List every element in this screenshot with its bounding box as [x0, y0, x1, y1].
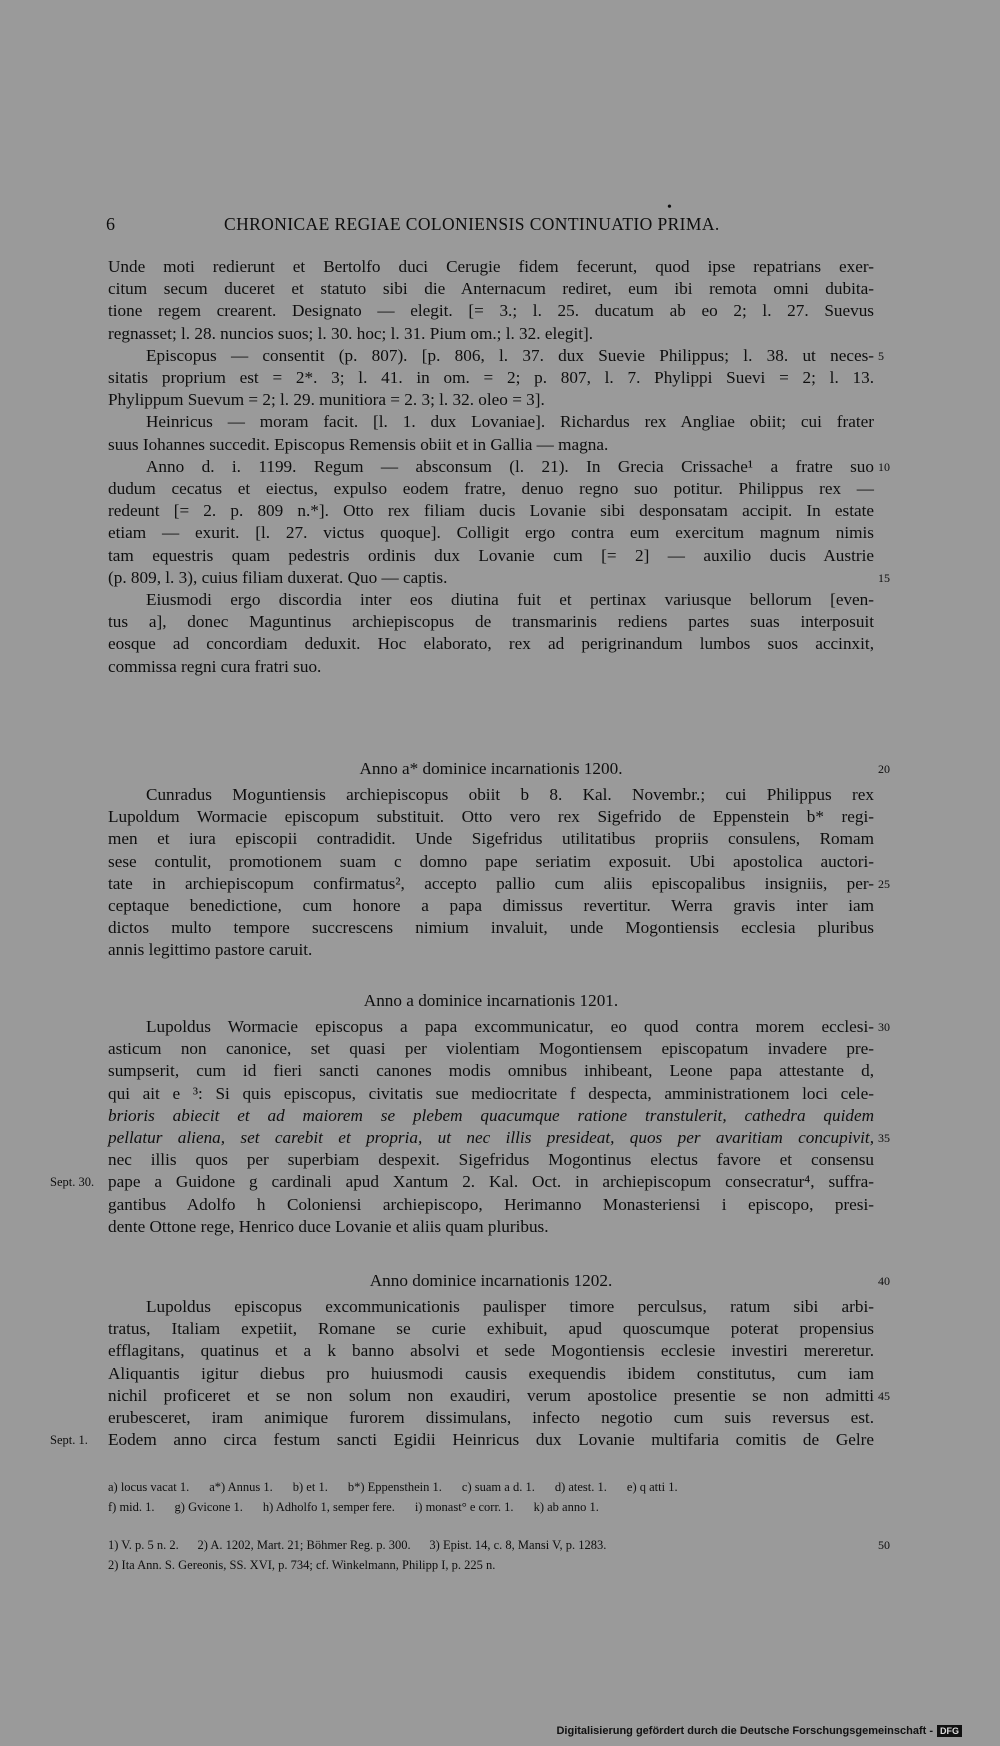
text-line: efflagitans, quatinus et a k banno absolvi et sede Mogontiensis ecclesie investiri mereretur.: [108, 1341, 874, 1361]
line-number: 5: [878, 348, 884, 363]
footnote-entry: a) locus vacat 1.: [108, 1480, 190, 1494]
page-number: 6: [106, 214, 115, 234]
footnote-entry: h) Adholfo 1, semper fere.: [262, 1500, 395, 1514]
credit-text: Digitalisierung gefördert durch die Deutsche Forschungsgemeinschaft -: [556, 1725, 933, 1737]
text-line: nec illis quos per superbiam despexit. Sigefridus Mogontinus electus favore et consensu: [108, 1150, 874, 1170]
apparatus-footnotes: [108, 1478, 698, 1496]
apparatus-footnotes: [108, 1498, 619, 1516]
header-dot: •: [667, 200, 672, 215]
line-number: 20: [878, 762, 890, 776]
line-number: 25: [878, 876, 890, 891]
footnote-entry: c) suam a d. 1.: [461, 1480, 535, 1494]
text-line: Eodem anno circa festum sancti Egidii Heinricus dux Lovanie multifaria comitis de Gelre: [108, 1430, 874, 1450]
footnote-entry: i) monast° e corr. 1.: [414, 1500, 514, 1514]
text-line: sitatis proprium est = 2*. 3; l. 41. in om. = 2; p. 807, l. 7. Phylippi Suevi = 2; l. 13.: [108, 368, 874, 387]
footnote-entry: a*) Annus 1.: [209, 1480, 273, 1494]
text-line: dictos multo tempore succrescens nimium invaluit, unde Mogontiensis ecclesia pluribus: [108, 918, 874, 938]
text-line: eosque ad concordiam deduxit. Hoc elaborato, rex ad perigrinandum lumbos suos accinxit,: [108, 634, 874, 654]
footnote-entry: d) atest. 1.: [554, 1480, 607, 1494]
text-line: etiam — exurit. [l. 27. victus quoque]. Colligit ergo contra eum exercitum magnum nimis: [108, 523, 874, 543]
text-line: erubesceret, iram animique furorem dissimulans, infecto negotio cum suis reversus est.: [108, 1408, 874, 1427]
text-line: sese contulit, promotionem suam c domno pape seriatim exposuit. Ubi apostolica auctori-: [108, 851, 874, 871]
section-heading: Anno dominice incarnationis 1202.: [369, 1271, 613, 1290]
text-line: Cunradus Moguntiensis archiepiscopus obiit b 8. Kal. Novembr.; cui Philippus rex: [146, 785, 874, 804]
text-line: gantibus Adolfo h Coloniensi archiepiscopo, Herimanno Monasteriensi i episcopo, presi-: [108, 1194, 874, 1214]
text-line: Lupoldus Wormacie episcopus a papa excommunicatur, eo quod contra morem ecclesi-: [146, 1017, 874, 1036]
line-number: 45: [878, 1388, 890, 1403]
text-line: qui ait e ³: Si quis episcopus, civitatis sue mediocritate f despecta, amministrationem loci cele-: [108, 1083, 874, 1103]
text-line: Heinricus — moram facit. [l. 1. dux Lovaniae]. Richardus rex Angliae obiit; cui frater: [146, 412, 874, 432]
text-line: annis legittimo pastore caruit.: [108, 940, 313, 960]
text-line: tus a], donec Maguntinus archiepiscopus de transmarinis rediens partes suas interposuit: [108, 612, 874, 632]
text-line: tam equestris quam pedestris ordinis dux Lovanie cum [= 2] — auxilio ducis Austrie: [108, 545, 874, 565]
text-line: regnasset; l. 28. nuncios suos; l. 30. hoc; l. 31. Pium om.; l. 32. elegit].: [108, 323, 594, 343]
text-line: redeunt [= 2. p. 809 n.*]. Otto rex filiam ducis Lovanie sibi desponsatam accipit. In estate: [108, 501, 874, 521]
text-line: suus Iohannes succedit. Episcopus Remensis obiit et in Gallia — magna.: [108, 434, 609, 454]
source-footnote: 1) V. p. 5 n. 2. 2) A. 1202, Mart. 21; Böhmer Reg. p. 300. 3) Epist. 14, c. 8, Mansi V, p. 1283.: [108, 1538, 607, 1552]
text-line: men et iura episcopii contradidit. Unde Sigefridus utilitatibus propriis consulens, Romam: [108, 829, 874, 849]
text-line: Anno d. i. 1199. Regum — absconsum (l. 21). In Grecia Crissache¹ a fratre suo: [146, 456, 874, 476]
line-number: 10: [878, 459, 890, 474]
footnote-entry: b) et 1.: [292, 1480, 328, 1494]
text-line: sumpserit, cum id fieri sancti canones modis omnibus inhibeant, Leone papa attestante d,: [108, 1061, 874, 1081]
text-line: tratus, Italiam expetiit, Romane se curie exhibuit, apud quoscumque poterat propensius: [108, 1319, 874, 1339]
line-number: 15: [878, 570, 890, 585]
section-heading: Anno a* dominice incarnationis 1200.: [359, 759, 623, 778]
text-line: brioris abiecit et ad maiorem se plebem quacumque ratione transtulerit, cathedra quidem: [108, 1105, 874, 1125]
text-line: dudum cecatus et eiectus, expulso eodem fratre, denuo regno suo potitur. Philippus rex —: [108, 479, 874, 498]
text-line: Eiusmodi ergo discordia inter eos diutina fuit et pertinax variusque bellorum [even-: [146, 590, 874, 609]
text-line: Aliquantis igitur diebus pro huiusmodi causis exequendis ibidem constitutus, cum iam: [108, 1363, 874, 1383]
section-heading: Anno a dominice incarnationis 1201.: [363, 991, 619, 1010]
text-line: Lupoldus episcopus excommunicationis paulisper timore perculsus, ratum sibi arbi-: [146, 1297, 874, 1316]
digitization-credit: [556, 1725, 962, 1737]
line-number: 40: [878, 1274, 890, 1288]
text-line: ceptaque benedictione, cum honore a papa dimissus revertitur. Werra gravis inter iam: [108, 896, 874, 915]
source-footnote: 2) Ita Ann. S. Gereonis, SS. XVI, p. 734; cf. Winkelmann, Philipp I, p. 225 n.: [108, 1558, 496, 1572]
text-line: Lupoldum Wormacie episcopum substituit. Otto vero rex Sigefrido de Eppenstein b* regi-: [108, 807, 874, 827]
text-line: Episcopus — consentit (p. 807). [p. 806, l. 37. dux Suevie Philippus; l. 38. ut neces-: [146, 345, 874, 365]
text-line: Unde moti redierunt et Bertolfo duci Cerugie fidem fecerunt, quod ipse repatrians exer-: [108, 257, 874, 276]
margin-date: Sept. 30.: [50, 1175, 95, 1190]
text-line: Phylippum Suevum = 2; l. 29. munitiora = 2. 3; l. 32. oleo = 3].: [108, 390, 545, 410]
margin-date: Sept. 1.: [50, 1433, 88, 1448]
running-title: CHRONICAE REGIAE COLONIENSIS CONTINUATIO PRIMA.: [224, 214, 720, 234]
line-number: 30: [878, 1020, 890, 1034]
footnote-entry: e) q atti 1.: [626, 1480, 678, 1494]
text-line: pape a Guidone g cardinali apud Xantum 2. Kal. Oct. in archiepiscopum consecratur⁴, suffra-: [108, 1172, 874, 1192]
page-header: [106, 200, 886, 240]
text-line: asticum non canonice, set quasi per violentiam Mogontiensem episcopatum invadere pre-: [108, 1039, 874, 1059]
text-line: pellatur aliena, set carebit et propria, ut nec illis presideat, quos per avaritiam concupivit,: [108, 1128, 874, 1147]
text-line: tate in archiepiscopum confirmatus², accepto pallio cum aliis episcopalibus insigniis, per-: [108, 873, 874, 893]
footnote-entry: f) mid. 1.: [108, 1500, 155, 1514]
line-number: 50: [878, 1538, 890, 1552]
text-line: (p. 809, l. 3), cuius filiam duxerat. Quo — captis.: [108, 567, 448, 587]
dfg-logo: DFG: [937, 1725, 962, 1737]
footnote-entry: k) ab anno 1.: [533, 1500, 599, 1514]
text-line: dente Ottone rege, Henrico duce Lovanie et aliis quam pluribus.: [108, 1216, 549, 1236]
line-number: 35: [878, 1131, 890, 1145]
footnote-entry: b*) Eppensthein 1.: [347, 1480, 442, 1494]
text-line: commissa regni cura fratri suo.: [108, 656, 322, 676]
text-line: citum secum duceret et statuto sibi die Anternacum rediret, eum ibi remota omni dubita-: [108, 279, 874, 299]
text-line: tione regem crearent. Designato — elegit. [= 3.; l. 25. ducatum ab eo 2; l. 27. Suevus: [108, 301, 874, 321]
footnote-entry: g) Gvicone 1.: [174, 1500, 243, 1514]
text-line: nichil proficeret et se non solum non exaudiri, verum apostolice presentie se non admitti: [108, 1385, 874, 1405]
